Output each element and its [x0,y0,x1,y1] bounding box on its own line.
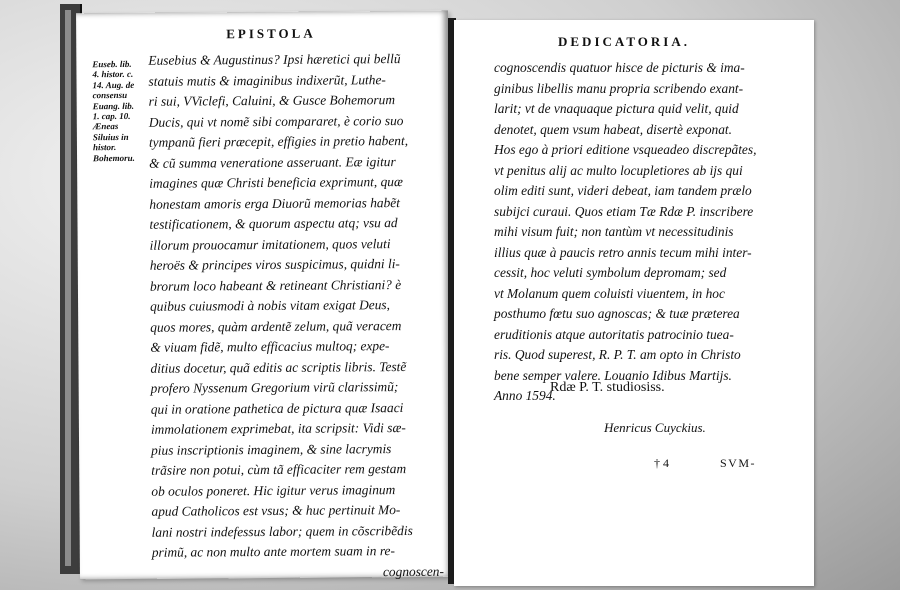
margin-note: Bohemoru. [93,152,135,163]
text-line: lani nostri indefessus labor; quem in cõscribẽdis [151,522,413,540]
text-line: statuis mutis & imaginibus indixerũt, Luthe- [148,71,386,89]
text-line: posthumo fœtu suo agnoscas; & tuæ præterea [494,306,740,321]
text-line: cognoscendis quatuor hisce de picturis & ima- [494,60,745,75]
margin-note: 1. cap. 10. [92,110,131,122]
left-running-head: EPISTOLA [226,25,316,42]
margin-note: Euang. lib. [92,100,134,111]
left-page [76,11,452,580]
text-line: bene semper valere. Louanio Idibus Martijs. [494,367,732,383]
text-line: heroës & principes viros suspicimus, quidni li- [149,256,400,273]
text-line: subijci curaui. Quos etiam Tæ Rdæ P. inscribere [494,203,754,219]
margin-note: 4. histor. c. [92,69,134,80]
closing-salutation: Rdæ P. T. studiosiss. [550,380,665,395]
right-body-text [494,58,810,407]
text-line: brorum loco habeant & retineant Christiani? è [149,276,402,294]
text-line: honestam amoris erga Diuorũ memorias habẽt [149,194,400,212]
margin-note: histor. [92,142,117,153]
text-line: & cũ summa veneratione asseruant. Eæ igitur [149,153,396,171]
text-line: Ducis, qui vt nomẽ sibi compararet, è corio suo [148,112,404,130]
open-book [58,4,818,586]
margin-note: 14. Aug. de [92,79,135,91]
signature-mark: † 4 [654,456,669,470]
margin-note: Euseb. lib. [92,58,132,70]
text-line: ris. Quod superest, R. P. T. am opto in Christo [494,347,741,362]
text-line: cessit, hoc veluti symbolum depromam; sed [494,265,727,280]
text-line: pius inscriptionis imaginem, & sine lacrymis [151,440,392,458]
text-line: quibus cuiusmodi à nobis vitam exigat Deus, [150,297,391,314]
text-line: vt penitus alij ac multo locupletiores ab ijs qui [494,162,743,178]
text-line: imagines quæ Christi beneficia exprimunt, quæ [149,174,403,191]
text-line: tympanũ fieri præcepit, effigies in pretio habent, [148,132,409,150]
text-line: ob oculos poneret. Hic igitur verus imaginum [151,481,396,499]
author-signature: Henricus Cuyckius. [604,420,706,435]
text-line: Eusebius & Augustinus? Ipsi hæretici qui bellũ [148,51,401,68]
text-line: vt Molanum quem coluisti viuentem, in hoc [494,285,725,301]
margin-note: Siluius in [92,131,129,143]
text-line: profero Nyssenum Gregorium virũ clarissimũ; [150,379,399,396]
text-line: denotet, quem vsum habeat, disertè exponat. [494,121,732,137]
text-line: eruditionis atque autoritatis patrocinio tuea- [494,326,734,342]
text-line: trãsire non potui, cùm tã efficaciter rem gestam [151,461,407,478]
text-line: immolationem exprimebat, ita scripsit: Vidi sæ- [150,420,406,437]
margin-note: consensu [92,90,128,101]
margin-note: Æneas [92,121,119,132]
left-catchword: cognoscen- [382,563,444,579]
text-line: apud Catholicos est vsus; & huc pertinuit Mo- [151,502,401,519]
text-line: quos mores, quàm ardentẽ zelum, quã veracem [150,317,402,335]
text-line: ginibus libellis manu propria scribendo exant- [494,80,744,96]
margin-notes [92,59,151,163]
text-line: testificationem, & quorum aspectu atq; vsu ad [149,215,398,232]
text-line: illorum prouocamur imitationem, quos veluti [149,235,391,253]
right-page [454,20,814,586]
right-catchword: SVM- [720,456,757,470]
text-line: Hos ego à priori editione vsqueadeo discrepãtes, [494,142,757,157]
text-line: & viuam fidẽ, multo efficacius multoq; expe- [150,338,390,355]
text-line: illius quæ à paucis retro annis tecum mihi inter- [494,244,752,260]
text-line: primũ, ac non multo ante mortem suam in re- [151,543,395,560]
text-line: olim editi sunt, videri debeat, iam tandem prælo [494,183,752,198]
left-body-text [148,49,448,584]
text-line: ditius docetur, quã editis ac scriptis libris. Testẽ [150,358,407,376]
text-line: mihi visum fuit; non tantùm vt necessitudinis [494,224,734,239]
text-line: larit; vt de vnaquaque pictura quid velit, quid [494,101,739,116]
text-line: Anno 1594. [494,388,556,403]
text-line: qui in oratione pathetica de pictura quæ Isaaci [150,399,404,417]
right-running-head: DEDICATORIA. [558,34,690,49]
text-line: ri sui, VViclefi, Caluini, & Gusce Bohemorum [148,92,396,109]
